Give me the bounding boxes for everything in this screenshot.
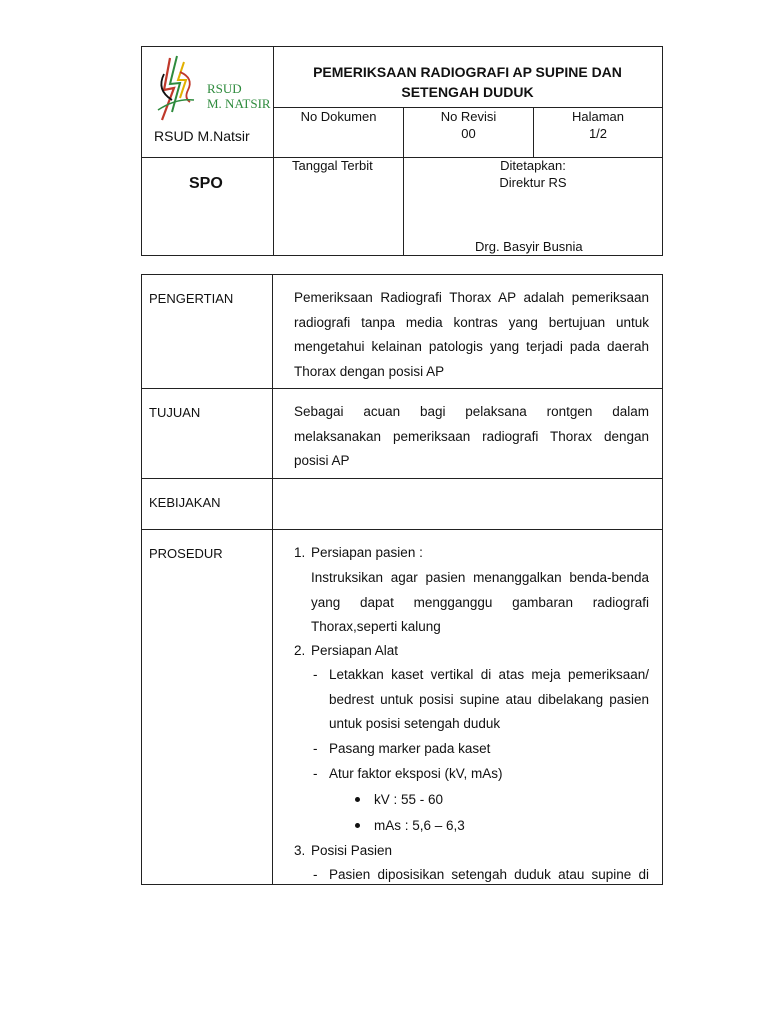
step1-title: Persiapan pasien : bbox=[311, 545, 423, 560]
signer-name: Drg. Basyir Busnia bbox=[475, 239, 583, 254]
step2-item2: Pasang marker pada kaset bbox=[329, 741, 491, 756]
tujuan-label: TUJUAN bbox=[149, 405, 201, 420]
step1-text: Instruksikan agar pasien menanggalkan benda-benda yang dapat mengganggu gambaran radiografi Thorax,seperti kalung bbox=[311, 570, 649, 634]
kebijakan-label: KEBIJAKAN bbox=[149, 495, 221, 510]
step3-item1-dash: - bbox=[313, 867, 318, 882]
prosedur-label: PROSEDUR bbox=[149, 546, 223, 561]
step1-number: 1. bbox=[294, 545, 306, 560]
ditetapkan-label: Ditetapkan: bbox=[500, 158, 566, 173]
step2-item2-dash: - bbox=[313, 741, 318, 756]
step2-number: 2. bbox=[294, 643, 306, 658]
step2-title: Persiapan Alat bbox=[311, 643, 399, 658]
step2-item3: Atur faktor eksposi (kV, mAs) bbox=[329, 766, 503, 781]
step3-item1: Pasien diposisikan setengah duduk atau supine di bbox=[329, 867, 649, 882]
tanggal-terbit-label: Tanggal Terbit bbox=[292, 158, 373, 173]
logo-text-natsir: M. NATSIR bbox=[207, 96, 271, 111]
no-revisi-label: No Revisi bbox=[440, 109, 497, 124]
step2-item1: Letakkan kaset vertikal di atas meja pemeriksaan/ bedrest untuk posisi supine atau dibelakang pasien untuk posisi setengah duduk bbox=[329, 667, 649, 731]
step3-title: Posisi Pasien bbox=[311, 843, 393, 858]
step2-item3-dash: - bbox=[313, 766, 318, 781]
halaman-value: 1/2 bbox=[588, 126, 608, 141]
no-revisi-value: 00 bbox=[461, 126, 476, 141]
step2-item1-dash: - bbox=[313, 667, 318, 682]
bullet-icon bbox=[355, 823, 360, 828]
spo-label: SPO bbox=[189, 175, 223, 192]
pengertian-label: PENGERTIAN bbox=[149, 291, 234, 306]
tujuan-text: Sebagai acuan bagi pelaksana rontgen dalam melaksanakan pemeriksaan radiografi Thorax dengan posisi AP bbox=[294, 404, 649, 468]
logo-text-rsud: RSUD bbox=[207, 81, 242, 96]
document-title: PEMERIKSAAN RADIOGRAFI AP SUPINE DAN SETENGAH DUDUK bbox=[313, 64, 622, 100]
no-dokumen-label: No Dokumen bbox=[300, 109, 377, 124]
step2-sub1: kV : 55 - 60 bbox=[374, 792, 444, 807]
hospital-name: RSUD M.Natsir bbox=[154, 128, 250, 144]
ditetapkan-by: Direktur RS bbox=[499, 175, 567, 190]
halaman-label: Halaman bbox=[571, 109, 625, 124]
pengertian-text: Pemeriksaan Radiografi Thorax AP adalah pemeriksaan radiografi tanpa media kontras yang bertujuan untuk mengetahui kelainan patologis yang terjadi pada daerah Thorax dengan posisi AP bbox=[294, 290, 649, 379]
step3-number: 3. bbox=[294, 843, 306, 858]
step2-sub2: mAs : 5,6 – 6,3 bbox=[374, 818, 465, 833]
hospital-logo bbox=[150, 50, 271, 128]
bullet-icon bbox=[355, 797, 360, 802]
